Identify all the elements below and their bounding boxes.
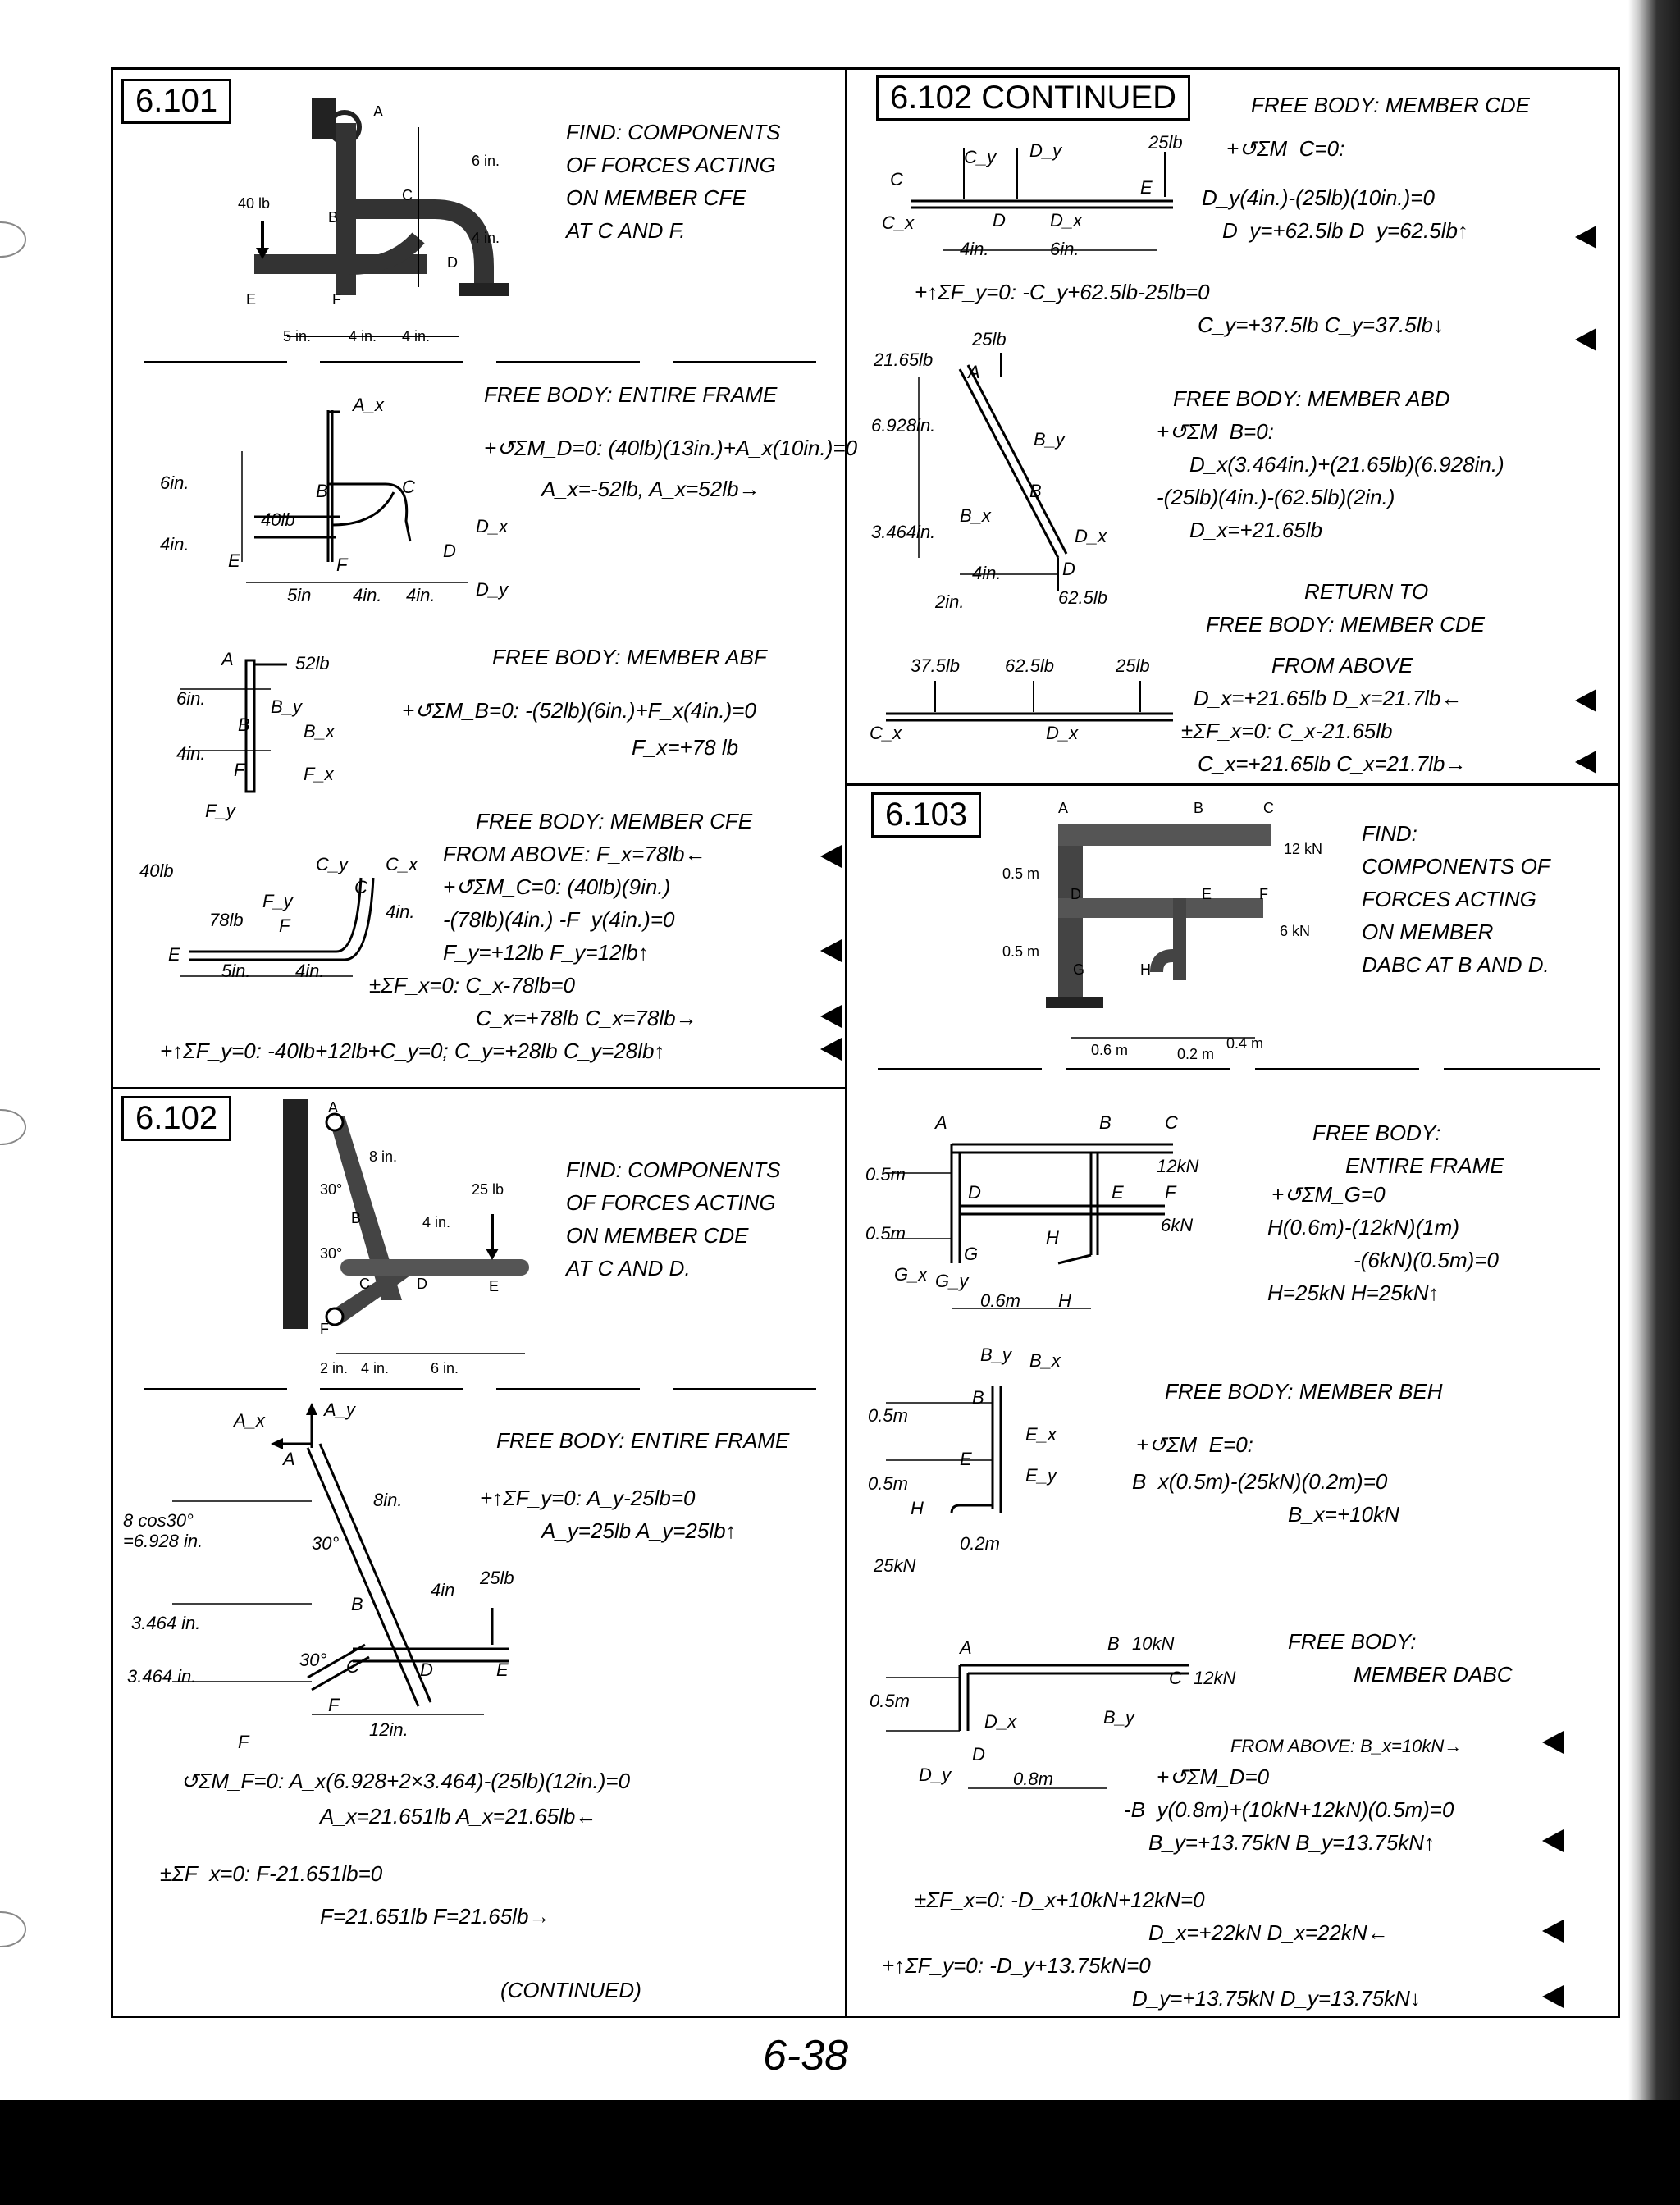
fb103-B: B [1099,1112,1112,1133]
fig101-label-C: C [402,187,413,203]
p102c-fb-abd-eq3: -(25lb)(4in.)-(62.5lb)(2in.) [1157,485,1395,509]
fb102-B: B [351,1594,363,1614]
fb-cfe-Cy: C_y [316,854,349,874]
fig103-force-12kN: 12 kN [1284,841,1323,857]
p103-fb-entire-title2: ENTIRE FRAME [1345,1153,1504,1178]
fb-cde-Dy: D_y [1029,140,1062,161]
p101-fb-cfe-eq7: +↑ΣF_y=0: -40lb+12lb+C_y=0; C_y=+28lb C_y=28lb↑ [160,1039,665,1063]
p101-fb-abf-title: FREE BODY: MEMBER ABF [492,645,767,669]
fig103-h1: 0.5 m [1002,865,1040,882]
answer-marker-icon [1575,328,1596,351]
fb-abf-Fy: F_y [205,801,235,821]
fb101-label-Dx: D_x [476,516,509,536]
fb103-Gy: G_y [935,1271,969,1291]
fb-beh-By: B_y [980,1344,1011,1365]
fb-abd-h1: 6.928in. [871,415,936,436]
fb-beh-H: H [911,1498,924,1518]
fb-abd-w2: 2in. [935,591,965,612]
p102-fb-entire-eq2: A_y=25lb A_y=25lb↑ [541,1518,737,1543]
answer-marker-icon [820,845,842,868]
p102c-fb-abd-title: FREE BODY: MEMBER ABD [1173,386,1450,411]
fb101-w4b: 4in. [406,585,436,605]
problem-label-6-103: 6.103 [871,792,981,838]
fb101-label-E: E [228,550,240,571]
fb-abf-h6: 6in. [176,688,206,709]
fb-abd-dy: 62.5lb [1058,587,1107,608]
p102-find-line2: OF FORCES ACTING [566,1190,776,1215]
fig102-angle-30-b: 30° [320,1245,343,1262]
scan-edge-shadow [1628,0,1680,2205]
fb101-label-D: D [443,541,456,561]
fb-dabc-By: B_y [1103,1707,1134,1728]
fig102-label-C: C [359,1276,370,1292]
fig101-dim-4in-a: 4 in. [349,328,377,345]
fb-dabc-h: 0.5m [870,1691,910,1711]
fb-beh-h2: 0.5m [868,1473,908,1494]
fig103-label-G: G [1073,961,1085,978]
fig101-label-A: A [373,103,384,120]
fb-cde-C: C [890,169,903,189]
fb103-E: E [1112,1182,1124,1203]
fb-cde-Cy: C_y [964,147,997,167]
fig103-label-H: H [1140,961,1151,978]
fb-dabc-A: A [960,1637,972,1658]
p101-find-line3: ON MEMBER CFE [566,185,746,210]
fb102-A: A [283,1449,295,1469]
p103-fb-entire-eq3: -(6kN)(0.5m)=0 [1354,1248,1499,1272]
fig103-w06: 0.6 m [1091,1042,1129,1058]
fb103-Hf: H [1058,1290,1071,1311]
fb-beh-Ey: E_y [1025,1465,1057,1486]
p101-fb-cfe-title: FREE BODY: MEMBER CFE [476,809,753,833]
p101-find-line2: OF FORCES ACTING [566,153,776,177]
fb-abf-By: B_y [271,696,302,717]
fb-beh-h1: 0.5m [868,1405,908,1426]
fb-cfe-load: 40lb [139,861,174,881]
p102c-return-eq4: C_x=+21.65lb C_x=21.7lb→ [1198,751,1467,776]
p103-fb-beh-eq1: +↺ΣM_E=0: [1136,1432,1253,1457]
p102c-fb-cde-title: FREE BODY: MEMBER CDE [1251,93,1530,117]
p103-fb-entire-title1: FREE BODY: [1312,1121,1441,1145]
fb-dabc-Dy: D_y [919,1764,952,1785]
fig103-label-E: E [1202,886,1212,902]
fb102-d8: 8in. [373,1490,403,1510]
fb-dabc-D: D [972,1744,985,1764]
p102c-return-eq3: ±ΣF_x=0: C_x-21.65lb [1181,719,1393,743]
problem-label-6-101: 6.101 [121,79,231,124]
page-number: 6-38 [763,2032,849,2079]
fb-abd-By: B_y [1034,429,1065,450]
fb-cfe-h4: 4in. [386,902,415,922]
separator [320,361,463,363]
fb-cfe-Fy: F_y [262,891,293,911]
fb102-w12: 12in. [369,1719,409,1740]
fb103-A: A [935,1112,947,1133]
separator [144,1388,287,1390]
fig103-label-C: C [1263,800,1274,816]
fig102-w6: 6 in. [431,1360,459,1376]
p103-find-line2: COMPONENTS OF [1362,854,1550,879]
fb-cde-D: D [993,210,1006,231]
fb101-entire-diagram [164,402,509,607]
fb-return-f1: 37.5lb [911,655,960,676]
fb102-C: C [346,1656,359,1677]
separator [496,1388,640,1390]
fb103-F: F [1165,1182,1176,1203]
answer-marker-icon [820,1005,842,1028]
fb-cde-w4: 4in. [960,239,989,259]
fb-abd-fx: 21.65lb [874,349,934,370]
fb101-load: 40lb [261,509,295,530]
fig103-label-D: D [1071,886,1081,902]
fb102-abd-diagram [878,345,1157,607]
fb-abd-B: B [1029,481,1042,501]
column-divider [845,67,847,2018]
p102c-fb-abd-eq1: +↺ΣM_B=0: [1157,419,1274,444]
p102c-fb-cde-eq4: +↑ΣF_y=0: -C_y+62.5lb-25lb=0 [915,280,1210,304]
p102c-fb-cde-eq1: +↺ΣM_C=0: [1226,136,1345,161]
fb101-label-B: B [316,481,328,501]
fig103-w02: 0.2 m [1177,1046,1215,1062]
p102-fb-entire-eq5: ±ΣF_x=0: F-21.651lb=0 [160,1861,383,1886]
fb-cde-Dx: D_x [1050,210,1083,231]
figure-6-103 [1009,808,1321,1054]
fb-return-f3: 25lb [1116,655,1150,676]
fb101-h4: 4in. [160,534,189,555]
p102c-return-title2: FREE BODY: MEMBER CDE [1206,612,1485,637]
fb103-f12: 12kN [1157,1156,1199,1176]
p103-find-line5: DABC AT B AND D. [1362,952,1550,977]
fig102-label-F: F [320,1321,329,1337]
fb101-label-Dy: D_y [476,579,509,600]
fig102-angle-30-a: 30° [320,1181,343,1198]
p103-fb-dabc-eq4: B_y=+13.75kN B_y=13.75kN↑ [1148,1830,1436,1855]
fig102-label-B: B [351,1210,362,1226]
p103-find-line3: FORCES ACTING [1362,887,1536,911]
p102c-fb-cde-eq5: C_y=+37.5lb C_y=37.5lb↓ [1198,313,1444,337]
figure-6-102 [279,1091,541,1345]
scan-bottom-band [0,2100,1680,2205]
p101-find-line4: AT C AND F. [566,218,686,243]
p102-find-line3: ON MEMBER CDE [566,1223,749,1248]
fb-abf-h4: 4in. [176,743,206,764]
fig102-d8: 8 in. [369,1148,398,1165]
p102c-return-title1: RETURN TO [1304,579,1429,604]
fb102-return-diagram [870,673,1181,746]
fb101-w5: 5in [287,585,312,605]
fb101-label-Ax: A_x [353,395,384,415]
fb-beh-f25: 25kN [874,1555,916,1576]
fb-cfe-C: C [354,877,368,897]
fb-abf-B: B [238,714,250,735]
fb102-cos2: =6.928 in. [123,1531,203,1551]
fb-abd-w4: 4in. [972,563,1002,583]
answer-marker-icon [1542,1985,1564,2008]
fb-dabc-f10: 10kN [1132,1633,1175,1654]
fig101-label-F: F [332,291,341,308]
separator [320,1388,463,1390]
separator [1255,1068,1419,1070]
p101-fb-cfe-eq4: F_y=+12lb F_y=12lb↑ [443,940,649,965]
fig103-label-F: F [1259,886,1268,902]
fig101-label-B: B [328,209,339,226]
p102-fb-entire-eq3: ↺ΣM_F=0: A_x(6.928+2×3.464)-(25lb)(12in.)=0 [180,1769,631,1793]
fb-dabc-f12: 12kN [1194,1668,1236,1688]
section-divider [845,783,1620,786]
fig103-h2: 0.5 m [1002,943,1040,960]
p102-fb-entire-eq1: +↑ΣF_y=0: A_y-25lb=0 [480,1486,696,1510]
p103-fb-entire-eq1: +↺ΣM_G=0 [1271,1182,1386,1207]
p101-fb-cfe-eq1: FROM ABOVE: F_x=78lb← [443,842,706,866]
p101-fb-entire-title: FREE BODY: ENTIRE FRAME [484,382,778,407]
fig101-dim-4in: 4 in. [472,230,500,246]
fig101-label-E: E [246,291,257,308]
answer-marker-icon [1575,751,1596,774]
fb103-h1: 0.5m [865,1164,906,1185]
separator [878,1068,1042,1070]
fb-dabc-Dx: D_x [984,1711,1017,1732]
p103-fb-dabc-title2: MEMBER DABC [1354,1662,1513,1687]
p103-fb-dabc-eq8: D_y=+13.75kN D_y=13.75kN↓ [1132,1986,1421,2011]
problem-label-6-102-continued: 6.102 CONTINUED [876,75,1190,121]
fb102-h1: 3.464 in. [131,1613,201,1633]
fb102-F: F [328,1695,340,1715]
fb102-F2: F [238,1732,249,1752]
p102c-fb-abd-eq4: D_x=+21.65lb [1189,518,1322,542]
fb-beh-Bx: B_x [1029,1350,1061,1371]
p103-fb-dabc-eq1: FROM ABOVE: B_x=10kN→ [1230,1736,1463,1756]
fig103-w04: 0.4 m [1226,1035,1264,1052]
p102-continued: (CONTINUED) [500,1978,641,2002]
fb-cde-w6: 6in. [1050,239,1080,259]
fb102-E: E [496,1659,509,1680]
fb102-d4: 4in [431,1580,455,1600]
p102c-fb-abd-eq2: D_x(3.464in.)+(21.65lb)(6.928in.) [1189,452,1504,477]
p103-fb-beh-eq2: B_x(0.5m)-(25kN)(0.2m)=0 [1132,1469,1388,1494]
answer-marker-icon [1542,1829,1564,1852]
fb102-load: 25lb [480,1568,514,1588]
fig101-dim-4in-b: 4 in. [402,328,431,345]
p103-fb-beh-eq3: B_x=+10kN [1288,1502,1399,1527]
fb-abd-h2: 3.464in. [871,522,936,542]
separator [673,361,816,363]
fb-abd-Bx: B_x [960,505,991,526]
binder-hole-mark [0,1911,26,1947]
fig101-dim-6in: 6 in. [472,153,500,169]
answer-marker-icon [1542,1920,1564,1942]
fb103-G: G [964,1244,979,1264]
p103-find-line1: FIND: [1362,821,1418,846]
fb-cfe-F: F [279,915,290,936]
p102-fb-entire-eq4: A_x=21.651lb A_x=21.65lb← [320,1804,597,1828]
p101-fb-abf-eq1: +↺ΣM_B=0: -(52lb)(6in.)+F_x(4in.)=0 [402,698,756,723]
fb-beh-w: 0.2m [960,1533,1000,1554]
fig102-d4: 4 in. [422,1214,451,1230]
fb-abf-force: 52lb [295,653,330,673]
fb103-w: 0.6m [980,1290,1020,1311]
fig101-dim-5in: 5 in. [283,328,312,345]
p103-fb-dabc-eq2: +↺ΣM_D=0 [1157,1764,1270,1789]
p101-fb-cfe-eq2: +↺ΣM_C=0: (40lb)(9in.) [443,874,671,899]
fb-return-Cx: C_x [870,723,902,743]
answer-marker-icon [1575,226,1596,249]
fb-cfe-Cx: C_x [386,854,418,874]
p103-fb-dabc-eq6: D_x=+22kN D_x=22kN← [1148,1920,1389,1945]
fb-cfe-E: E [168,944,180,965]
p102-fb-entire-eq6: F=21.651lb F=21.65lb→ [320,1904,550,1929]
p101-fb-cfe-eq6: C_x=+78lb C_x=78lb→ [476,1006,697,1030]
separator [673,1388,816,1390]
fb-return-f2: 62.5lb [1005,655,1054,676]
fb101-label-C: C [402,477,415,497]
fb102-D: D [420,1659,433,1680]
fig103-label-A: A [1058,800,1069,816]
fb-dabc-B: B [1107,1633,1120,1654]
fb102-Ax: A_x [234,1410,265,1431]
fb103-Gx: G_x [894,1264,928,1285]
fb101-w4: 4in. [353,585,382,605]
fb103-D: D [968,1182,981,1203]
p102-find-line1: FIND: COMPONENTS [566,1157,781,1182]
fb-cde-E: E [1140,177,1153,198]
fb102-a30b: 30° [299,1650,327,1670]
fig102-w4: 4 in. [361,1360,390,1376]
p103-find-line4: ON MEMBER [1362,920,1494,944]
fb-abf-Fx: F_x [304,764,334,784]
fb102-Ay: A_y [324,1399,355,1420]
fig101-load: 40 lb [238,195,271,212]
p102c-return-eq2: D_x=+21.65lb D_x=21.7lb← [1194,686,1463,710]
fb102-a30: 30° [312,1533,340,1554]
fig102-label-A: A [328,1099,339,1116]
fb101-label-F: F [336,555,348,575]
p101-fb-entire-eq2: A_x=-52lb, A_x=52lb→ [541,477,760,501]
fb103-h2: 0.5m [865,1223,906,1244]
fb-dabc-C: C [1169,1668,1182,1688]
separator [496,361,640,363]
p101-fb-entire-eq1: +↺ΣM_D=0: (40lb)(13in.)+A_x(10in.)=0 [484,436,858,460]
fb-abd-fy: 25lb [972,329,1007,349]
p101-fb-cfe-eq5: ±ΣF_x=0: C_x-78lb=0 [369,973,575,998]
fb-abd-Dx: D_x [1075,526,1107,546]
fb101-h6: 6in. [160,472,189,493]
p103-fb-entire-eq4: H=25kN H=25kN↑ [1267,1281,1440,1305]
fb103-H: H [1046,1227,1059,1248]
fig102-load: 25 lb [472,1181,504,1198]
fb102-cos: 8 cos30° [123,1510,194,1531]
fb103-f6: 6kN [1161,1215,1194,1235]
fb-cfe-w5: 5in. [221,961,251,981]
separator [1444,1068,1600,1070]
fb-cfe-w4: 4in. [295,961,325,981]
p102c-fb-cde-eq3: D_y=+62.5lb D_y=62.5lb↑ [1222,218,1468,243]
fb-beh-E: E [960,1449,972,1469]
p103-fb-dabc-title1: FREE BODY: [1288,1629,1417,1654]
figure-6-101 [238,90,517,361]
fb-abd-D: D [1062,559,1075,579]
fig102-label-E: E [489,1278,500,1294]
p103-fb-entire-eq2: H(0.6m)-(12kN)(1m) [1267,1215,1459,1239]
p101-find-line1: FIND: COMPONENTS [566,120,781,144]
p101-fb-cfe-eq3: -(78lb)(4in.) -F_y(4in.)=0 [443,907,675,932]
separator [1066,1068,1230,1070]
fb-abf-Bx: B_x [304,721,335,742]
fb-return-Dx: D_x [1046,723,1079,743]
fb-cfe-F78: 78lb [209,910,244,930]
p103-fb-beh-title: FREE BODY: MEMBER BEH [1165,1379,1443,1404]
fb-cde-load: 25lb [1148,132,1183,153]
fig102-label-D: D [417,1276,427,1292]
fb-abf-A: A [221,649,234,669]
fig103-force-6kN: 6 kN [1280,923,1311,939]
fig101-label-D: D [447,254,458,271]
fig102-w2: 2 in. [320,1360,349,1376]
p102-find-line4: AT C AND D. [566,1256,691,1281]
p103-fb-dabc-eq7: +↑ΣF_y=0: -D_y+13.75kN=0 [882,1953,1151,1978]
answer-marker-icon [1542,1731,1564,1754]
p103-fb-dabc-eq3: -B_y(0.8m)+(10kN+12kN)(0.5m)=0 [1124,1797,1454,1822]
problem-label-6-102: 6.102 [121,1096,231,1141]
binder-hole-mark [0,1109,26,1145]
fb102-h2: 3.464 in. [127,1666,197,1687]
section-divider [111,1087,846,1089]
fb-abd-A: A [968,362,980,382]
binder-hole-mark [0,221,26,258]
p102c-fb-cde-eq2: D_y(4in.)-(25lb)(10in.)=0 [1202,185,1435,210]
fb-cde-Cx: C_x [882,212,915,233]
fb-beh-B: B [972,1387,984,1408]
p102c-return-eq1: FROM ABOVE [1271,653,1413,678]
fb-beh-Ex: E_x [1025,1424,1057,1445]
fb-abf-F: F [234,760,245,780]
p102-fb-entire-title: FREE BODY: ENTIRE FRAME [496,1428,790,1453]
answer-marker-icon [820,1038,842,1061]
fig103-label-B: B [1194,800,1204,816]
fb103-C: C [1165,1112,1178,1133]
p103-fb-dabc-eq5: ±ΣF_x=0: -D_x+10kN+12kN=0 [915,1888,1205,1912]
p101-fb-abf-eq2: F_x=+78 lb [632,735,739,760]
answer-marker-icon [1575,689,1596,712]
fb-dabc-w: 0.8m [1013,1769,1053,1789]
separator [144,361,287,363]
answer-marker-icon [820,939,842,962]
